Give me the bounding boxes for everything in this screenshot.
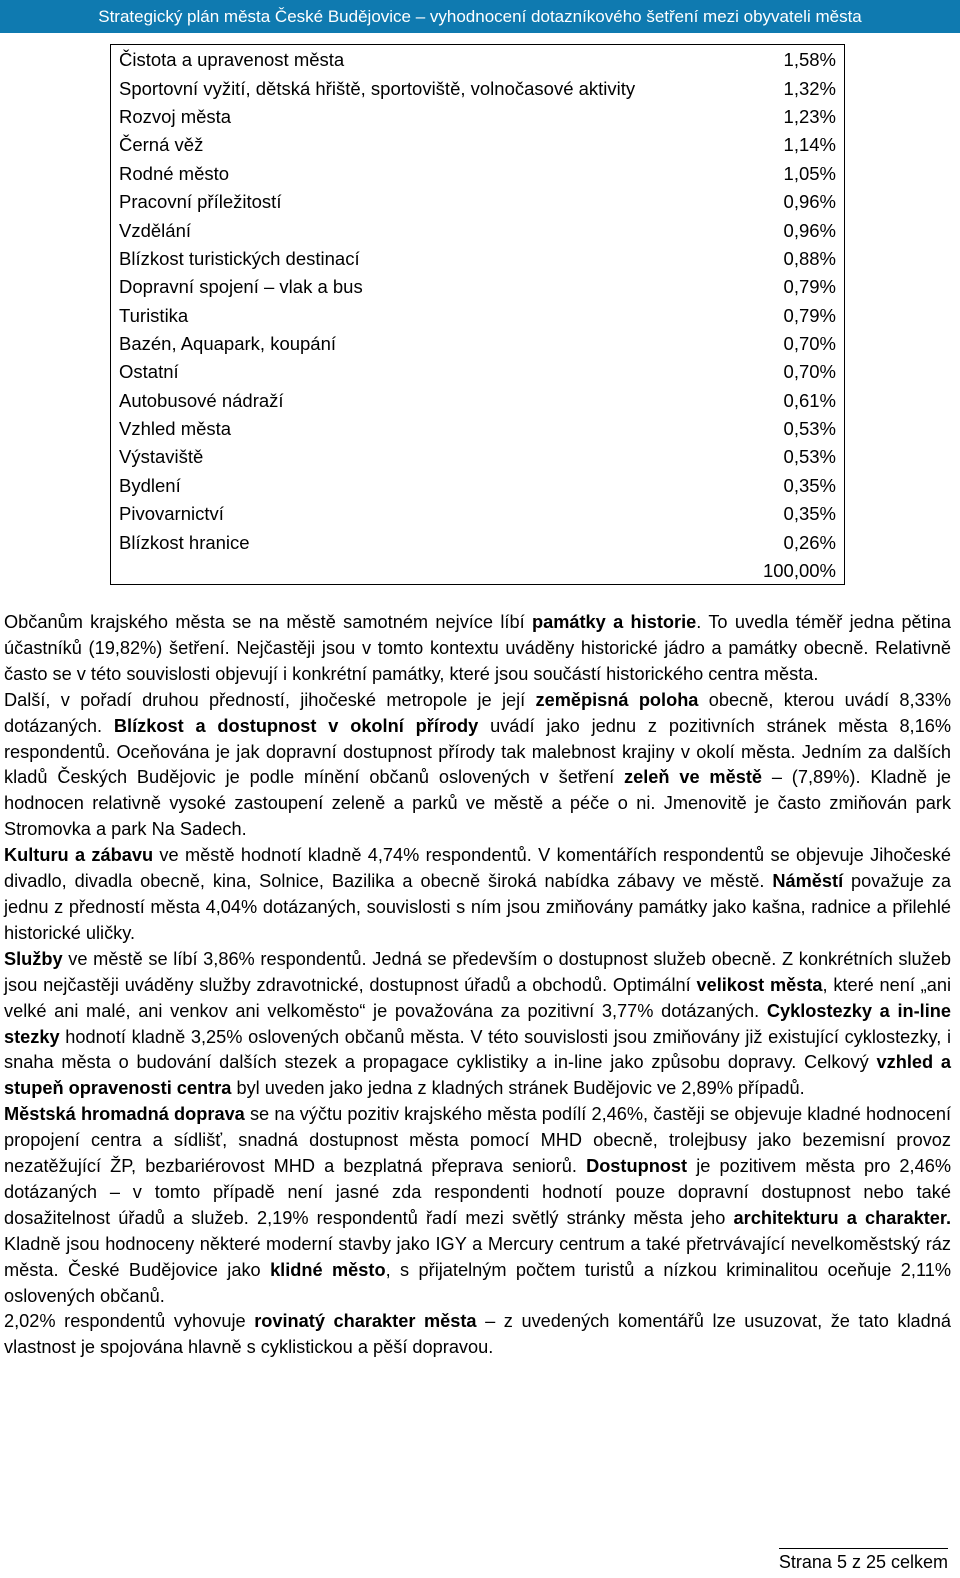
paragraph (4, 688, 951, 843)
text-run: Další, v pořadí druhou předností, jihočeské metropole je její (4, 689, 536, 710)
text-run: , které není „ani velké ani malé, ani venkov ani velkoměsto“ je považována za pozitivní 3,77% dotázaných. (4, 974, 952, 1021)
row-value: 0,70% (783, 361, 836, 383)
paragraph (4, 1309, 951, 1361)
row-value: 0,53% (783, 418, 836, 440)
text-run: – z uvedených komentářů lze usuzovat, že tato kladná vlastnost je spojována hlavně s cyklistickou a pěší dopravou. (4, 1311, 951, 1358)
paragraph (4, 947, 951, 1102)
table-row (111, 385, 845, 413)
text-run: uvádí jako jednu z pozitivních stránek města 8,16% respondentů. Oceňována je jak dopravní dostupnost přírody tak malebnost krajiny v okolí města. Jedním za dalších kladů Českých Budějovic je podle mínění občanů oslovených v šetření (4, 715, 952, 788)
row-label: Bydlení (119, 474, 181, 496)
paragraph (4, 610, 951, 688)
row-value: 0,35% (783, 474, 836, 496)
row-label: Vzdělání (119, 219, 191, 241)
document-header (0, 0, 960, 33)
bold-text: Blízkost a dostupnost v okolní přírody (113, 715, 479, 736)
row-value: 1,23% (783, 106, 836, 128)
bold-text: Městská hromadná doprava (4, 1104, 245, 1125)
row-label: Pivovarnictví (119, 503, 224, 525)
row-label: Autobusové nádraží (119, 389, 284, 411)
row-value: 1,05% (783, 162, 836, 184)
table-row (111, 73, 845, 101)
table-row (111, 215, 845, 243)
table-row (111, 329, 845, 357)
text-run: byl uveden jako jedna z kladných stránek Budějovic ve 2,89% případů. (231, 1078, 805, 1099)
row-label: Rozvoj města (119, 106, 232, 128)
bold-text: velikost města (696, 974, 823, 995)
row-value: 0,79% (783, 304, 836, 326)
row-label: Pracovní příležitostí (119, 191, 282, 213)
row-value: 0,79% (783, 276, 836, 298)
row-value: 0,61% (783, 389, 836, 411)
row-label (111, 556, 709, 585)
text-run: 2,02% respondentů vyhovuje (4, 1311, 255, 1332)
table-row (111, 272, 845, 300)
bold-text: Cyklostezky a in-line stezky (4, 1000, 951, 1047)
row-label: Dopravní spojení – vlak a bus (119, 276, 363, 298)
bold-text: památky a historie (531, 612, 697, 632)
row-label: Turistika (119, 304, 189, 326)
row-value: 0,26% (783, 531, 836, 553)
bold-text: zeleň ve městě (624, 767, 763, 788)
row-label: Rodné město (119, 162, 230, 184)
results-table-container (110, 44, 845, 585)
table-row (111, 357, 845, 385)
row-value: 0,88% (783, 247, 836, 269)
page-number: Strana 5 z 25 celkem (778, 1552, 948, 1572)
table-row (111, 244, 845, 272)
text-run: – (7,89%). Kladně je hodnocen relativně vysoké zastoupení zeleně a parků ve městě a péče o ni. Jmenovitě je často zmiňován park Stromovka a park Na Sadech. (4, 767, 951, 840)
bold-text: Dostupnost (586, 1156, 688, 1177)
table-row (111, 556, 845, 585)
paragraph (4, 843, 951, 947)
row-value: 0,35% (783, 503, 836, 525)
row-value: 1,14% (783, 134, 836, 156)
row-value: 0,96% (783, 219, 836, 241)
table-row (111, 102, 845, 130)
row-value: 100,00% (762, 560, 836, 581)
row-label: Blízkost hranice (119, 531, 250, 553)
bold-text: Kulturu a zábavu (4, 845, 154, 866)
row-label: Sportovní vyžití, dětská hřiště, sportoviště, volnočasové aktivity (119, 77, 636, 99)
text-run: Kladně jsou hodnoceny některé moderní stavby jako IGY a Mercury centrum a také přetrvávající nevelkoměstský ráz města. České Budějovice jako (4, 1233, 951, 1280)
table-row (111, 442, 845, 470)
bold-text: vzhled a stupeň opravenosti centra (4, 1052, 952, 1099)
text-run: obecně, kterou uvádí 8,33% dotázaných. (4, 689, 951, 736)
bold-text: zeměpisná poloha (535, 689, 699, 710)
row-label: Výstaviště (119, 446, 204, 468)
table-row (111, 470, 845, 498)
page-footer (779, 1548, 948, 1575)
row-label: Ostatní (119, 361, 179, 383)
text-run: je pozitivem města pro 2,46% dotázaných – v tomto případě není jasné zda respondenti hodnotí pouze dopravní dostupnost nebo také dosažitelnost úřadů a služeb. 2,19% respondentů řadí mezi světlý stránky města jeho (4, 1156, 951, 1228)
row-value: 0,96% (783, 191, 836, 213)
bold-text: architekturu a charakter. (733, 1207, 951, 1228)
table-row (111, 187, 845, 215)
paragraph (4, 1102, 951, 1309)
text-run: . To uvedla téměř jedna pětina účastníků (19,82%) šetření. Nejčastěji jsou v tomto kontextu uváděny historické jádro a památky obecně. Relativně často se v této souvislosti objevují i konkrétní památky, které jsou součástí historického centra města. (4, 612, 951, 684)
row-label: Vzhled města (119, 418, 232, 440)
table-row (111, 158, 845, 186)
bold-text: Služby (4, 948, 63, 969)
row-label: Černá věž (119, 134, 204, 156)
table-row (111, 130, 845, 158)
results-table (110, 44, 845, 585)
row-value: 1,32% (783, 77, 836, 99)
table-row (111, 45, 845, 74)
text-run: považuje za jednu z předností města 4,04% dotázaných, souvislosti s ním jsou zmiňovány památky jako kašna, radnice a přilehlé historické uličky. (4, 871, 951, 943)
body-text (4, 610, 951, 1361)
row-value: 1,58% (783, 49, 836, 71)
bold-text: Náměstí (772, 871, 844, 892)
results-table-body (111, 45, 845, 585)
text-run: , s přijatelným počtem turistů a nízkou kriminalitou oceňuje 2,11% oslovených občanů. (4, 1259, 952, 1306)
text-run: se na výčtu pozitiv krajského města podílí 2,46%, častěji se objevuje kladné hodnocení propojení centra a sídlišť, snadná dostupnost města pomocí MHD obecně, trolejbusy jako bezemisní provoz nezatěžující ŽP, bezbariérovost MHD a bezplatná přeprava seniorů. (4, 1104, 951, 1177)
table-row (111, 527, 845, 555)
text-run: Občanům krajského města se na městě samotném nejvíce líbí (4, 612, 532, 632)
bold-text: rovinatý charakter města (254, 1311, 477, 1332)
row-label: Blízkost turistických destinací (119, 247, 360, 269)
document-header-title: Strategický plán města České Budějovice – vyhodnocení dotazníkového šetření mezi obyvateli města (98, 7, 862, 26)
table-row (111, 300, 845, 328)
table-row (111, 414, 845, 442)
text-run: ve městě se líbí 3,86% respondentů. Jedná se především o dostupnost služeb obecně. Z konkrétních služeb jsou nejčastěji uváděny služby zdravotnické, dostupnost úřadů a obchodů. Optimální (4, 948, 951, 995)
bold-text: klidné město (270, 1259, 386, 1280)
row-label: Čistota a upravenost města (119, 49, 345, 71)
table-row (111, 499, 845, 527)
row-label: Bazén, Aquapark, koupání (119, 333, 337, 354)
text-run: hodnotí kladně 3,25% oslovených občanů města. V této souvislosti jsou zmiňovány již existující cyklostezky, i snaha města o budování dalších stezek a propagace cyklistiky a in-line jako způsobu dopravy. Celkový (4, 1026, 951, 1073)
text-run: ve městě hodnotí kladně 4,74% respondentů. V komentářích respondentů se objevuje Jihočeské divadlo, divadla obecně, kina, Solnice, Bazilika a obecně široká nabídka zábavy ve městě. (4, 845, 952, 892)
row-value: 0,53% (783, 446, 836, 468)
row-value: 0,70% (783, 333, 836, 354)
